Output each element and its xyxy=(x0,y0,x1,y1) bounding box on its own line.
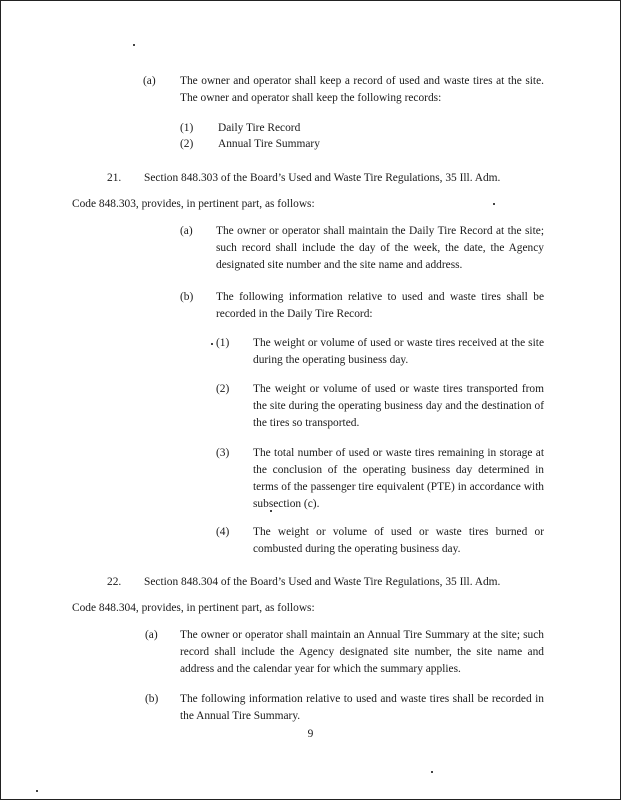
p22-b-text: The following information relative to used and waste tires shall be recorded in the Annual Tire Summary. xyxy=(180,693,544,722)
para-22-number: 22. xyxy=(107,576,122,588)
record-2-marker: (2) xyxy=(180,138,194,150)
p21-a-text: The owner or operator shall maintain the Daily Tire Record at the site; such record shall include the day of the week, the date, the Agency designated site number and the site name and address. xyxy=(216,225,544,271)
scan-speck xyxy=(211,343,213,345)
p21-b4-text: The weight or volume of used or waste tires burned or combusted during the operating business day. xyxy=(253,526,544,555)
item-a-marker: (a) xyxy=(143,75,156,87)
para-22-line2: Code 848.304, provides, in pertinent part, as follows: xyxy=(72,602,315,614)
scan-speck xyxy=(270,510,272,512)
p21-b4-marker: (4) xyxy=(216,526,230,538)
p21-b3-text: The total number of used or waste tires remaining in storage at the conclusion of the operating business day determined in terms of the passenger tire equivalent (PTE) in accordance with subsection (c). xyxy=(253,447,544,510)
record-1-marker: (1) xyxy=(180,122,194,134)
p21-a-marker: (a) xyxy=(180,225,193,237)
scan-speck xyxy=(133,44,135,46)
para-21-number: 21. xyxy=(107,172,122,184)
p22-b-marker: (b) xyxy=(145,693,159,705)
p21-b-marker: (b) xyxy=(180,291,194,303)
record-2-label: Annual Tire Summary xyxy=(218,138,320,150)
p21-b1-text: The weight or volume of used or waste tires received at the site during the operating business day. xyxy=(253,337,544,366)
item-a-text: The owner and operator shall keep a record of used and waste tires at the site. The owner and operator shall keep the following records: xyxy=(180,75,544,104)
para-21-line2: Code 848.303, provides, in pertinent part, as follows: xyxy=(72,198,315,210)
para-21-line1: Section 848.303 of the Board’s Used and Waste Tire Regulations, 35 Ill. Adm. xyxy=(144,172,501,184)
p22-a-text: The owner or operator shall maintain an Annual Tire Summary at the site; such record shall include the Agency designated site number, the site name and address and the calendar year for which the summary applies. xyxy=(180,629,544,675)
p22-a-marker: (a) xyxy=(145,629,158,641)
para-22-line1: Section 848.304 of the Board’s Used and Waste Tire Regulations, 35 Ill. Adm. xyxy=(144,576,501,588)
scan-speck xyxy=(431,771,433,773)
record-1-label: Daily Tire Record xyxy=(218,122,301,134)
p21-b-text: The following information relative to used and waste tires shall be recorded in the Daily Tire Record: xyxy=(216,291,544,320)
p21-b1-marker: (1) xyxy=(216,337,230,349)
p21-b2-marker: (2) xyxy=(216,383,230,395)
scan-speck xyxy=(36,790,38,792)
page-number: 9 xyxy=(307,728,314,740)
scan-speck xyxy=(493,203,495,205)
p21-b3-marker: (3) xyxy=(216,447,230,459)
p21-b2-text: The weight or volume of used or waste tires transported from the site during the operating business day and the destination of the tires so transported. xyxy=(253,383,544,429)
